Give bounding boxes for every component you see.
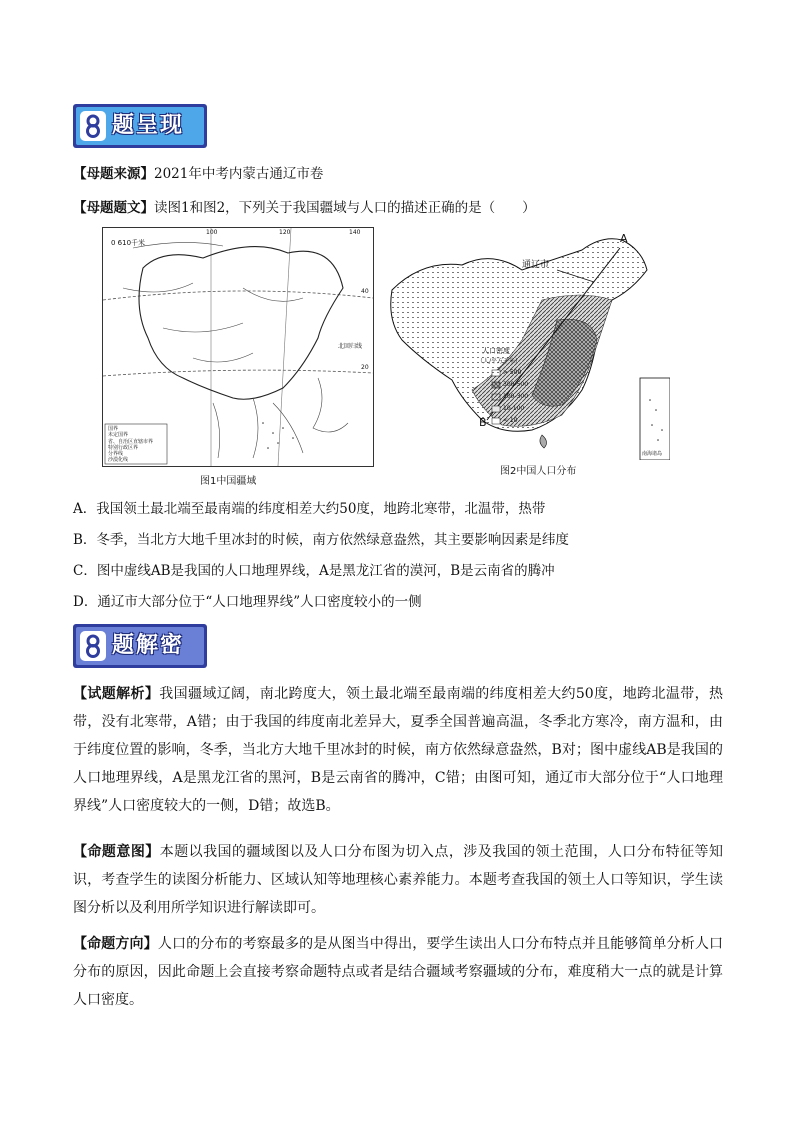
inset-label: 南海诸岛 xyxy=(642,451,663,457)
question-text: 读图1和图2，下列关于我国疆域与人口的描述正确的是（ ） xyxy=(154,200,536,216)
figure1-caption: 图1中国疆域 xyxy=(200,476,257,487)
direction-tag: 【命题方向】 xyxy=(73,936,158,952)
intent-paragraph xyxy=(73,838,723,922)
legend-item: 10-100 xyxy=(503,405,525,412)
figure2-population-map xyxy=(382,230,670,460)
legend-item: 沙漠化线 xyxy=(108,457,129,464)
analysis-tag: 【试题解析】 xyxy=(73,686,160,702)
question-line xyxy=(73,196,536,216)
figure2-caption: 图2中国人口分布 xyxy=(500,466,577,477)
legend-item: > 500 xyxy=(503,369,522,376)
source-line xyxy=(73,162,323,182)
legend-item: < 10 xyxy=(503,417,518,424)
legend-item: 未定国界 xyxy=(108,432,129,439)
badge-8-icon xyxy=(80,631,106,661)
analysis-text: 我国疆域辽阔，南北跨度大，领土最北端至最南端的纬度相差大约50度，地跨北温带，热带，没有北寒带，A错；由于我国的纬度南北差异大，夏季全国普遍高温，冬季北方寒冷，南方温和，由于纬度位置的影响，冬季，当北方大地千里冰封的时候，南方依然绿意盎然，B对；图中虚线AB是我国的人口地理界线，A是黑龙江省的黑河，B是云南省的腾冲，C错；由图可知，通辽市大部分位于“人口地理界线”人口密度较大的一侧，D错；故选B。 xyxy=(73,686,724,814)
direction-paragraph xyxy=(73,930,723,1014)
banner-title: 题解密 xyxy=(112,633,185,658)
option-d: D．通辽市大部分位于“人口地理界线”人口密度较小的一侧 xyxy=(73,594,422,610)
lon-label-100: 100 xyxy=(206,229,218,236)
option-c: C．图中虚线AB是我国的人口地理界线，A是黑龙江省的漠河，B是云南省的腾冲 xyxy=(73,563,555,579)
map-legend xyxy=(108,426,153,464)
city-label-tongliao: 通辽市 xyxy=(522,260,550,270)
legend-unit: （人/平方千米） xyxy=(477,358,522,365)
legend-item: 特别行政区界 xyxy=(108,444,139,451)
question-tag: 【母题题文】 xyxy=(73,200,154,216)
intent-tag: 【命题意图】 xyxy=(73,844,160,860)
legend-item: 省、自治区直辖市界 xyxy=(108,438,154,445)
lat-label-40: 40 xyxy=(361,288,369,295)
section-banner-solution xyxy=(73,624,207,668)
lon-label-140: 140 xyxy=(349,229,361,236)
badge-8-icon xyxy=(80,111,106,141)
point-a-label: A xyxy=(620,232,628,245)
legend-item: 300-500 xyxy=(503,381,529,388)
banner-title: 题呈现 xyxy=(112,113,185,138)
lon-label-120: 120 xyxy=(279,229,291,236)
source-text: 2021年中考内蒙古通辽市卷 xyxy=(154,166,324,182)
section-banner-presentation xyxy=(73,104,207,148)
intent-text: 本题以我国的疆域图以及人口分布图为切入点，涉及我国的领土范围，人口分布特征等知识，考查学生的读图分析能力、区域认知等地理核心素养能力。本题考查我国的领土人口等知识，学生读图分析以及利用所学知识进行解读即可。 xyxy=(73,844,724,916)
legend-item: 国界 xyxy=(108,426,119,432)
option-a: A．我国领土最北端至最南端的纬度相差大约50度，地跨北寒带，北温带，热带 xyxy=(73,501,546,517)
source-tag: 【母题来源】 xyxy=(73,166,154,182)
legend-item: 分界线 xyxy=(108,451,124,458)
map-scale: 0 610千米 xyxy=(111,239,146,247)
tropic-label: 北回归线 xyxy=(338,343,363,350)
option-b: B．冬季，当北方大地千里冰封的时候，南方依然绿意盎然，其主要影响因素是纬度 xyxy=(73,532,569,548)
point-b-label: B xyxy=(479,416,487,429)
direction-text: 人口的分布的考察最多的是从图当中得出，要学生读出人口分布特点并且能够简单分析人口分布的原因，因此命题上会直接考察命题特点或者是结合疆域考察疆域的分布，难度稍大一点的就是计算人口密度。 xyxy=(73,936,724,1008)
figure1-territory-map xyxy=(102,227,374,467)
legend-item: 100-300 xyxy=(503,393,529,400)
lat-label-20: 20 xyxy=(361,364,369,371)
legend-title: 人口密度 xyxy=(482,347,510,355)
analysis-paragraph xyxy=(73,680,723,820)
